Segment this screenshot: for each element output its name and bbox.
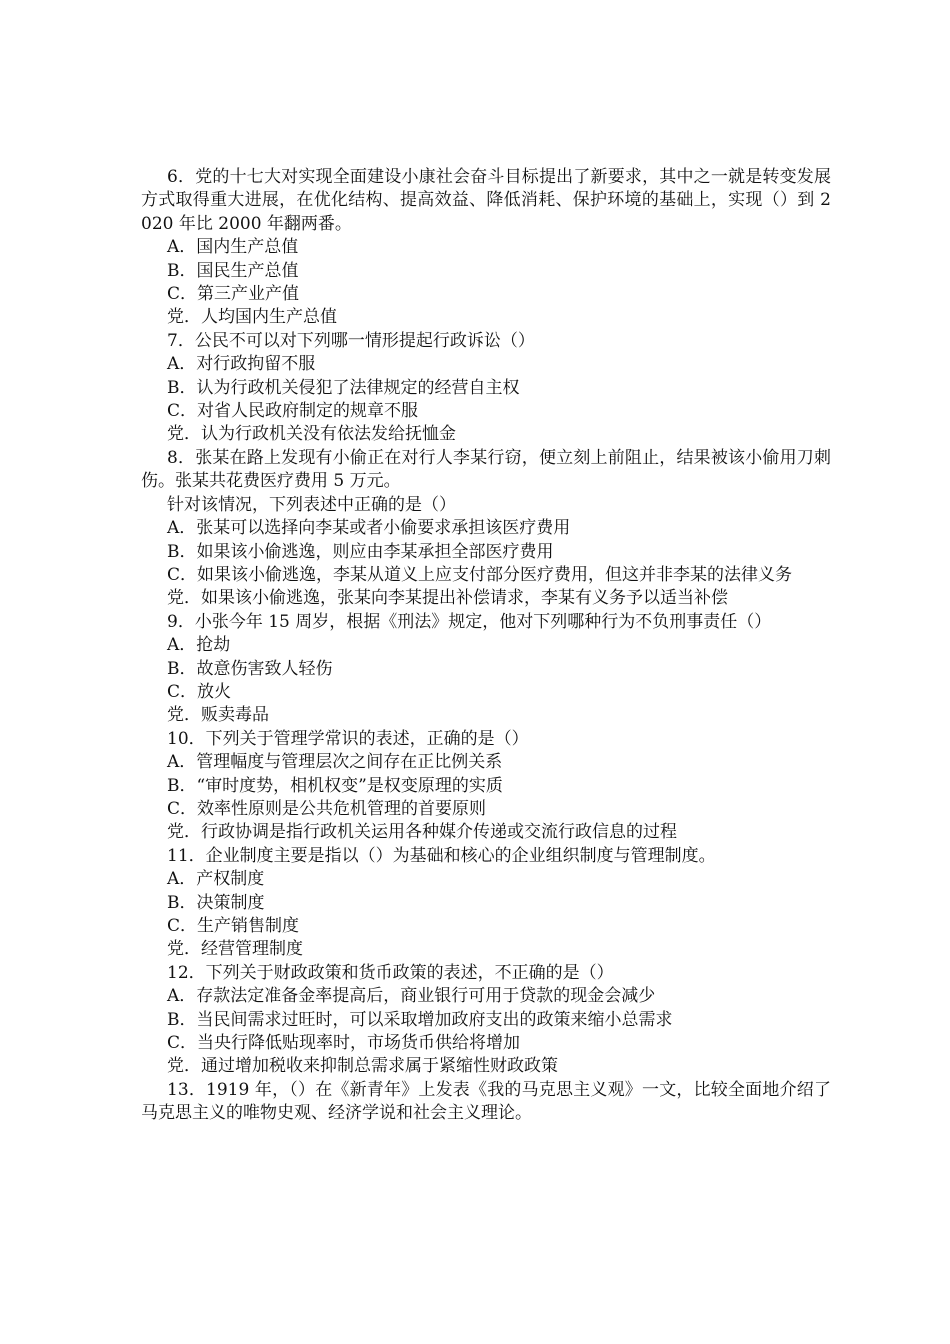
text-paragraph: A．对行政拘留不服: [167, 354, 316, 375]
text-paragraph: C．放火: [167, 681, 232, 702]
text-paragraph: 党．行政协调是指行政机关运用各种媒介传递或交流行政信息的过程: [167, 822, 677, 843]
text-paragraph: B．国民生产总值: [167, 260, 299, 281]
text-paragraph: C．对省人民政府制定的规章不服: [167, 401, 419, 422]
text-paragraph: A．张某可以选择向李某或者小偷要求承担该医疗费用: [167, 518, 571, 539]
text-paragraph: C．第三产业产值: [167, 284, 300, 305]
text-paragraph: 党．通过增加税收来抑制总需求属于紧缩性财政政策: [167, 1056, 558, 1077]
text-paragraph: A．国内生产总值: [167, 237, 299, 258]
text-paragraph: 12．下列关于财政政策和货币政策的表述，不正确的是（）: [167, 962, 614, 983]
text-paragraph: 党．经营管理制度: [167, 939, 303, 960]
text-paragraph: 党．认为行政机关没有依法发给抚恤金: [167, 424, 456, 445]
text-paragraph: B．决策制度: [167, 892, 265, 913]
text-paragraph: 11．企业制度主要是指以（）为基础和核心的企业组织制度与管理制度。: [167, 845, 716, 866]
text-paragraph: 党．如果该小偷逃逸，张某向李某提出补偿请求，李某有义务予以适当补偿: [167, 588, 728, 609]
text-paragraph: A．管理幅度与管理层次之间存在正比例关系: [167, 752, 503, 773]
text-paragraph: B．故意伤害致人轻伤: [167, 658, 333, 679]
text-paragraph: 9．小张今年 15 周岁，根据《刑法》规定，他对下列哪种行为不负刑事责任（）: [167, 611, 772, 632]
text-paragraph: 6．党的十七大对实现全面建设小康社会奋斗目标提出了新要求，其中之一就是转变发展方式取得重大进展，在优化结构、提高效益、降低消耗、保护环境的基础上，实现（）到 2020 年比 2000 年翻两番。: [141, 167, 831, 234]
text-paragraph: 针对该情况，下列表述中正确的是（）: [167, 494, 456, 515]
text-paragraph: C．效率性原则是公共危机管理的首要原则: [167, 798, 487, 819]
text-paragraph: 8．张某在路上发现有小偷正在对行人李某行窃，便立刻上前阻止，结果被该小偷用刀刺伤。张某共花费医疗费用 5 万元。: [141, 447, 831, 492]
text-paragraph: A．产权制度: [167, 869, 265, 890]
text-paragraph: 党．人均国内生产总值: [167, 307, 337, 328]
text-paragraph: 13．1919 年，（）在《新青年》上发表《我的马克思主义观》一文，比较全面地介绍了马克思主义的唯物史观、经济学说和社会主义理论。: [141, 1079, 831, 1124]
text-paragraph: 7．公民不可以对下列哪一情形提起行政诉讼（）: [167, 330, 535, 351]
text-paragraph: B．当民间需求过旺时，可以采取增加政府支出的政策来缩小总需求: [167, 1009, 673, 1030]
text-paragraph: B．“审时度势，相机权变”是权变原理的实质: [167, 775, 503, 796]
text-paragraph: B．如果该小偷逃逸，则应由李某承担全部医疗费用: [167, 541, 554, 562]
text-paragraph: A．存款法定准备金率提高后，商业银行可用于贷款的现金会减少: [167, 986, 656, 1007]
text-paragraph: 党．贩卖毒品: [167, 705, 269, 726]
text-paragraph: B．认为行政机关侵犯了法律规定的经营自主权: [167, 377, 520, 398]
document-body: [141, 166, 831, 1126]
text-paragraph: C．当央行降低贴现率时，市场货币供给将增加: [167, 1033, 521, 1054]
text-paragraph: C．生产销售制度: [167, 916, 300, 936]
text-paragraph: C．如果该小偷逃逸，李某从道义上应支付部分医疗费用，但这并非李某的法律义务: [167, 564, 793, 585]
text-paragraph: A．抢劫: [167, 635, 231, 656]
text-paragraph: 10．下列关于管理学常识的表述，正确的是（）: [167, 728, 529, 749]
